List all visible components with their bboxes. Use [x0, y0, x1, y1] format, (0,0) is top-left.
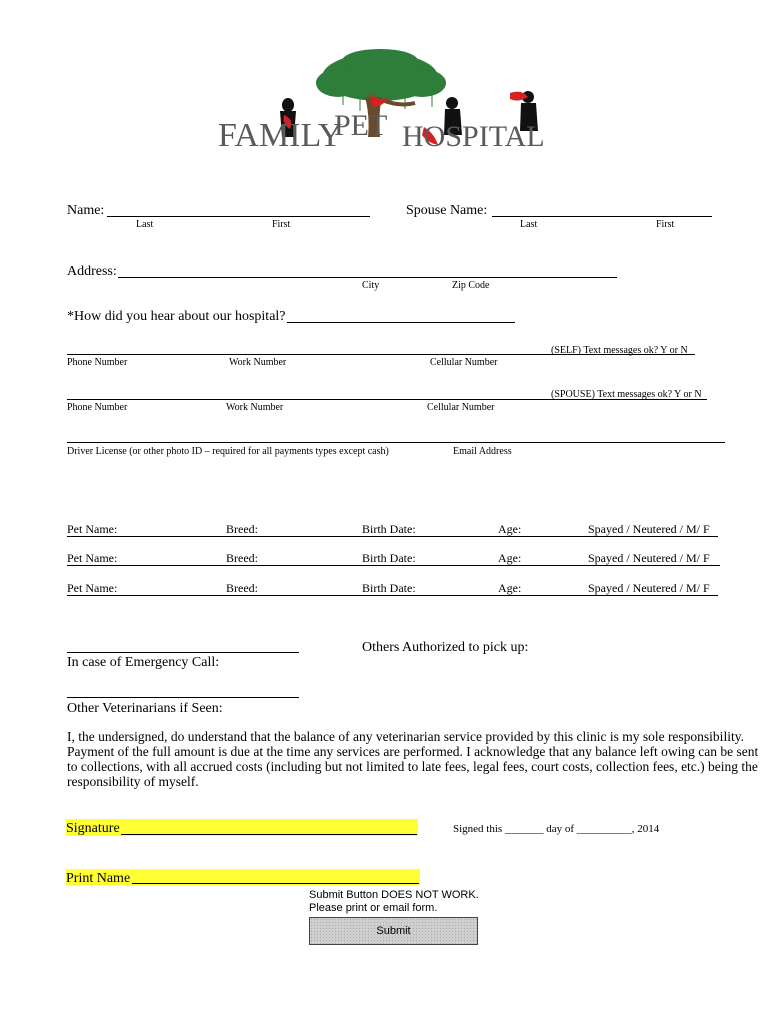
family-pet-hospital-logo: [210, 45, 580, 160]
spouse-cell-caption: Cellular Number: [427, 402, 495, 413]
spouse-first-caption: First: [656, 219, 675, 230]
others-authorized-label: Others Authorized to pick up:: [362, 640, 529, 655]
pet-age-field[interactable]: Age:: [498, 522, 588, 537]
hear-about-input-line[interactable]: [287, 322, 515, 323]
spouse-work-caption: Work Number: [226, 402, 284, 413]
other-vets-input-line[interactable]: [67, 697, 299, 698]
pet-status-field[interactable]: Spayed / Neutered / M/ F: [588, 522, 718, 537]
self-phone-input-line[interactable]: [67, 354, 695, 355]
self-text-ok-note: (SELF) Text messages ok? Y or N: [551, 345, 688, 356]
self-phone-caption: Phone Number: [67, 357, 128, 368]
agreement-line-3: to collections, with all accrued costs (including but not limited to late fees, legal fees, court costs, collection fees, etc.) being the: [67, 759, 758, 774]
name-input-line[interactable]: [107, 216, 370, 217]
submit-warning-note: Submit Button DOES NOT WORK.: [309, 889, 479, 901]
email-caption: Email Address: [453, 446, 512, 457]
logo-word-pet: PET: [334, 109, 388, 142]
other-vets-label: Other Veterinarians if Seen:: [67, 701, 223, 716]
spouse-phone-input-line[interactable]: [67, 399, 707, 400]
pet-name-field[interactable]: Pet Name:: [67, 551, 226, 566]
name-last-caption: Last: [136, 219, 154, 230]
zip-caption: Zip Code: [452, 280, 490, 291]
pet-birth-date-field[interactable]: Birth Date:: [362, 522, 498, 537]
pet-breed-field[interactable]: Breed:: [226, 522, 362, 537]
pet-status-field[interactable]: Spayed / Neutered / M/ F: [588, 581, 718, 596]
emergency-input-line[interactable]: [67, 652, 299, 653]
logo-word-hospital: HOSPITAL: [402, 120, 545, 153]
hear-about-label: *How did you hear about our hospital?: [67, 309, 286, 324]
driver-license-caption: Driver License (or other photo ID – required for all payments types except cash): [67, 446, 389, 457]
spouse-last-caption: Last: [520, 219, 538, 230]
pet-breed-field[interactable]: Breed:: [226, 581, 362, 596]
spouse-text-ok-note: (SPOUSE) Text messages ok? Y or N: [551, 389, 702, 400]
signature-field[interactable]: [66, 819, 418, 836]
emergency-call-label: In case of Emergency Call:: [67, 655, 220, 670]
pet-age-field[interactable]: Age:: [498, 551, 588, 566]
self-work-caption: Work Number: [229, 357, 287, 368]
pet-status-field[interactable]: Spayed / Neutered / M/ F: [588, 551, 720, 566]
address-input-line[interactable]: [118, 277, 617, 278]
pet-birth-date-field[interactable]: Birth Date:: [362, 551, 498, 566]
spouse-name-input-line[interactable]: [492, 216, 712, 217]
submit-button[interactable]: Submit: [309, 917, 478, 945]
signature-label: Signature: [66, 821, 120, 836]
print-name-label: Print Name: [66, 871, 131, 886]
name-label: Name:: [67, 203, 105, 218]
city-caption: City: [362, 280, 380, 291]
address-label: Address:: [67, 264, 117, 279]
pet-name-field[interactable]: Pet Name:: [67, 522, 226, 537]
agreement-line-2: Payment of the full amount is due at the time any services are performed. I acknowledge that any balance left owing can be sent: [67, 744, 759, 759]
print-name-field[interactable]: [66, 869, 420, 885]
agreement-line-1: I, the undersigned, do understand that the balance of any veterinarian service provided by this clinic is my sole responsibility.: [67, 729, 744, 744]
id-email-input-line[interactable]: [67, 442, 725, 443]
pet-age-field[interactable]: Age:: [498, 581, 588, 596]
self-cell-caption: Cellular Number: [430, 357, 498, 368]
pet-name-field[interactable]: Pet Name:: [67, 581, 226, 596]
spouse-phone-caption: Phone Number: [67, 402, 128, 413]
submit-instruction-note: Please print or email form.: [309, 902, 438, 914]
pet-birth-date-field[interactable]: Birth Date:: [362, 581, 498, 596]
logo-word-family: FAMILY: [218, 117, 343, 154]
spouse-name-label: Spouse Name:: [406, 203, 488, 218]
pet-breed-field[interactable]: Breed:: [226, 551, 362, 566]
signed-this-text: Signed this _______ day of __________, 2014: [453, 823, 660, 835]
name-first-caption: First: [272, 219, 291, 230]
agreement-line-4: responsibility of myself.: [67, 774, 199, 789]
